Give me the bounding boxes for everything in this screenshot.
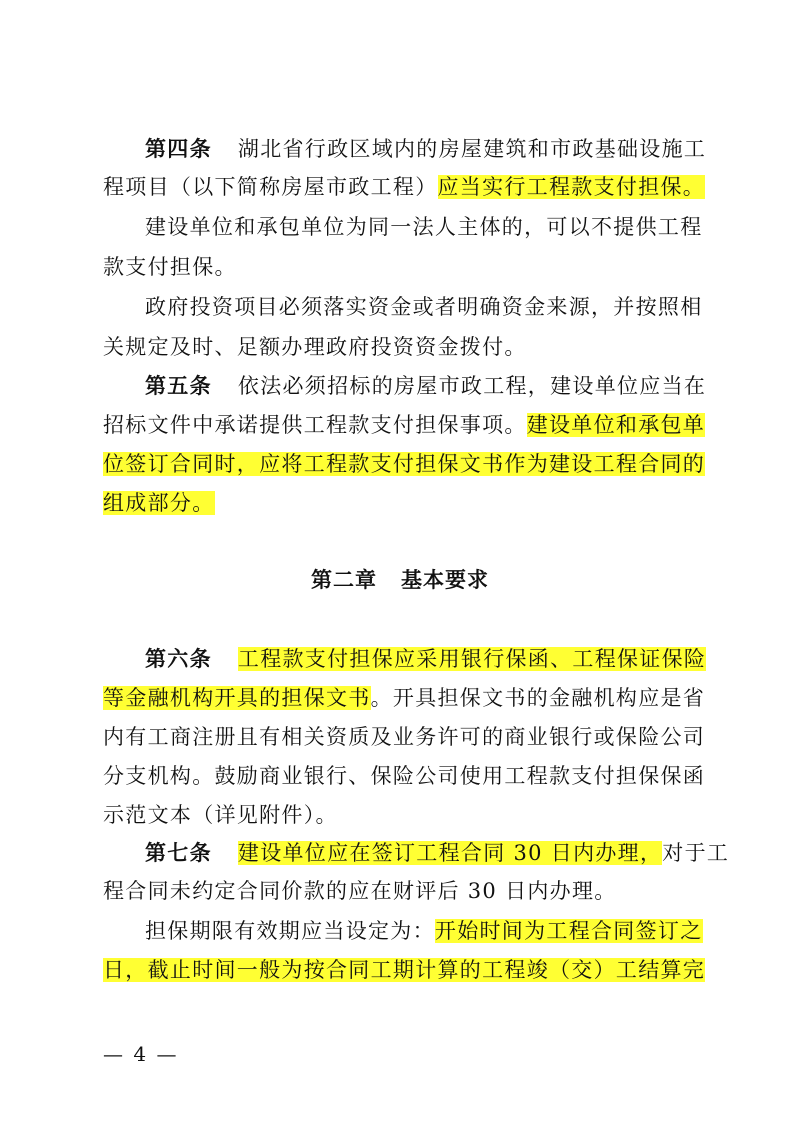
- article-4-text-1: 湖北省行政区域内的房屋建筑和市政基础设施工: [237, 137, 707, 161]
- article-7-highlight-1: 建设单位应在签订工程合同 30 日内办理，: [237, 841, 663, 865]
- article-5-line-2: [103, 409, 706, 441]
- article-5-line-3: [103, 448, 706, 480]
- chapter-title: 基本要求: [401, 568, 489, 592]
- article-4-para-2-line-1: [145, 211, 703, 243]
- article-4-para-2-text-2: 款支付担保。: [103, 255, 237, 279]
- article-6-line-1: [145, 643, 707, 675]
- article-4-highlight: 应当实行工程款支付担保。: [437, 175, 706, 199]
- article-5-line-4: [103, 487, 697, 519]
- article-6-highlight-2: 等金融机构开具的担保文书: [103, 686, 371, 710]
- article-4-para-2-text-1: 建设单位和承包单位为同一法人主体的，可以不提供工程: [145, 215, 703, 239]
- article-7-text-1b: 对于工: [662, 841, 730, 865]
- article-6-text-3: 内有工商注册且有相关资质及业务许可的商业银行或保险公司: [103, 725, 706, 749]
- article-7-line-1: [145, 837, 730, 869]
- article-6-highlight-1: 工程款支付担保应采用银行保函、工程保证保险: [237, 647, 707, 671]
- article-6-line-2: [103, 682, 706, 714]
- article-4-para-2-line-2: [103, 251, 697, 283]
- article-6-label: 第六条: [145, 647, 212, 671]
- article-4-text-2a: 程项目（以下简称房屋市政工程）: [103, 175, 438, 199]
- article-7-para-2-text-1a: 担保期限有效期应当设定为：: [145, 919, 435, 943]
- article-5-label: 第五条: [145, 374, 212, 398]
- article-4-para-3-text-2: 关规定及时、足额办理政府投资资金拨付。: [103, 335, 527, 359]
- article-7-para-2-line-1: [145, 915, 703, 947]
- article-7-para-2-line-2: [103, 954, 706, 986]
- article-5-highlight-1: 建设单位和承包单: [526, 413, 706, 437]
- article-6-text-5: 示范文本（详见附件）。: [103, 803, 338, 827]
- chapter-number: 第二章: [311, 568, 377, 592]
- article-7-highlight-3: 日，截止时间一般为按合同工期计算的工程竣（交）工结算完: [103, 958, 706, 982]
- article-7-highlight-2: 开始时间为工程合同签订之: [434, 919, 703, 943]
- article-6-line-3: [103, 721, 706, 753]
- article-6-text-2b: 。开具担保文书的金融机构应是省: [370, 686, 706, 710]
- article-7-text-2: 程合同未约定合同价款的应在财评后 30 日内办理。: [103, 879, 617, 903]
- article-6-line-5: [103, 799, 697, 831]
- article-5-line-1: [145, 370, 707, 402]
- article-4-label: 第四条: [145, 137, 212, 161]
- page-number: — 4 —: [103, 1042, 179, 1066]
- article-5-highlight-2: 位签订合同时，应将工程款支付担保文书作为建设工程合同的: [103, 452, 706, 476]
- article-7-label: 第七条: [145, 841, 212, 865]
- article-4-para-3-line-1: [145, 291, 703, 323]
- article-5-text-2a: 招标文件中承诺提供工程款支付担保事项。: [103, 413, 527, 437]
- article-5-text-1: 依法必须招标的房屋市政工程，建设单位应当在: [237, 374, 707, 398]
- article-5-highlight-3: 组成部分。: [103, 491, 215, 515]
- article-7-line-2: [103, 875, 697, 907]
- article-4-para-3-text-1: 政府投资项目必须落实资金或者明确资金来源，并按照相: [145, 295, 703, 319]
- article-4-line-2: [103, 171, 706, 203]
- article-6-text-4: 分支机构。鼓励商业银行、保险公司使用工程款支付担保保函: [103, 764, 706, 788]
- chapter-heading: [0, 564, 800, 596]
- article-6-line-4: [103, 760, 706, 792]
- article-4-para-3-line-2: [103, 331, 697, 363]
- article-4-line-1: [145, 133, 707, 165]
